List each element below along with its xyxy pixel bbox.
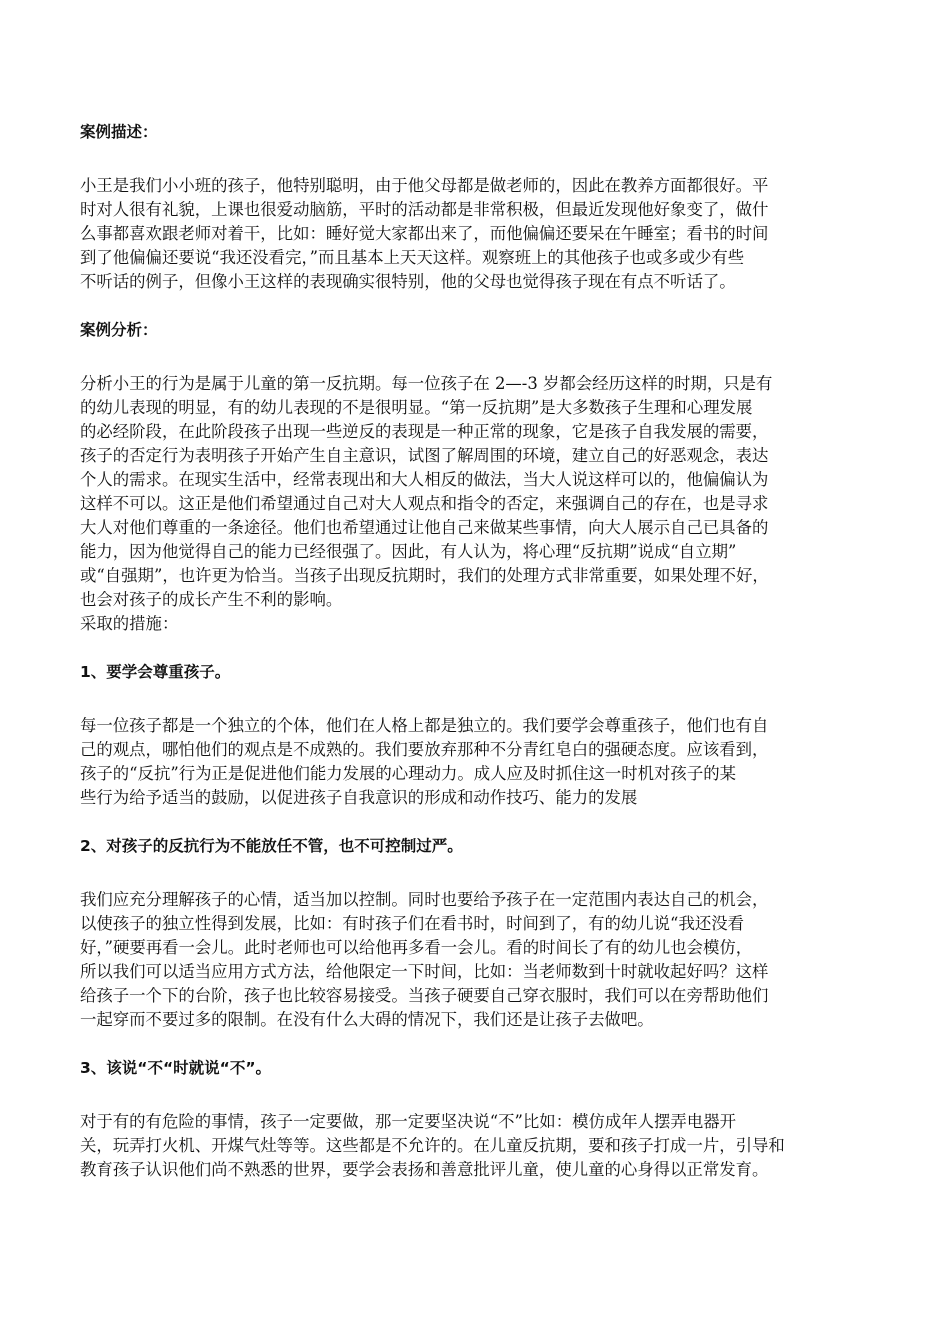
text-line: 到了他偏偏还要说“我还没看完，”而且基本上天天这样。观察班上的其他孩子也或多或少有些 xyxy=(80,248,745,267)
text-line: 好，”硬要再看一会儿。此时老师也可以给他再多看一会儿。看的时间长了有的幼儿也会模仿， xyxy=(80,938,753,957)
text-line: 孩子的“反抗”行为正是促进他们能力发展的心理动力。成人应及时抓住这一时机对孩子的某 xyxy=(80,764,736,783)
text-line: 的必经阶段，在此阶段孩子出现一些逆反的表现是一种正常的现象，它是孩子自我发展的需要， xyxy=(80,422,769,441)
text-line: 不听话的例子，但像小王这样的表现确实很特别，他的父母也觉得孩子现在有点不听话了。 xyxy=(80,272,736,291)
text-line: 的幼儿表现的明显，有的幼儿表现的不是很明显。“第一反抗期”是大多数孩子生理和心理发展 xyxy=(80,398,753,417)
text-line: 些行为给予适当的鼓励，以促进孩子自我意识的形成和动作技巧、能力的发展 xyxy=(80,788,638,807)
text-line: 时对人很有礼貌，上课也很爱动脑筋，平时的活动都是非常积极，但最近发现他好象变了，做什 xyxy=(80,200,769,219)
text-line: 教育孩子认识他们尚不熟悉的世界，要学会表扬和善意批评儿童，使儿童的心身得以正常发育。 xyxy=(80,1160,769,1179)
text-line: 或“自强期”，也许更为恰当。当孩子出现反抗期时，我们的处理方式非常重要，如果处理不好， xyxy=(80,566,769,585)
case-analysis-paragraph xyxy=(80,372,870,636)
measure-3-paragraph xyxy=(80,1110,870,1182)
text-line: 我们应充分理解孩子的心情，适当加以控制。同时也要给予孩子在一定范围内表达自己的机会， xyxy=(80,890,769,909)
text-line: 大人对他们尊重的一条途径。他们也希望通过让他自己来做某些事情，向大人展示自己已具备的 xyxy=(80,518,769,537)
text-line: 小王是我们小小班的孩子，他特别聪明，由于他父母都是做老师的，因此在教养方面都很好。平 xyxy=(80,176,769,195)
text-line: 个人的需求。在现实生活中，经常表现出和大人相反的做法，当大人说这样可以的，他偏偏认为 xyxy=(80,470,769,489)
text-line: 么事都喜欢跟老师对着干，比如：睡好觉大家都出来了，而他偏偏还要呆在午睡室；看书的时间 xyxy=(80,224,769,243)
measure-2-paragraph xyxy=(80,888,870,1032)
measure-3-heading: 3、该说“不“时就说“不”。 xyxy=(80,1059,272,1077)
case-description-paragraph xyxy=(80,174,870,294)
text-line: 所以我们可以适当应用方式方法，给他限定一下时间，比如：当老师数到十时就收起好吗？这样 xyxy=(80,962,769,981)
text-line: 分析小王的行为是属于儿童的第一反抗期。每一位孩子在 2—-3 岁都会经历这样的时期，只是有 xyxy=(80,374,773,393)
text-line: 己的观点，哪怕他们的观点是不成熟的。我们要放弃那种不分青红皂白的强硬态度。应该看到， xyxy=(80,740,769,759)
text-line: 孩子的否定行为表明孩子开始产生自主意识，试图了解周围的环境，建立自己的好恶观念，表达 xyxy=(80,446,769,465)
case-analysis-heading: 案例分析： xyxy=(80,321,158,339)
text-line: 给孩子一个下的台阶，孩子也比较容易接受。当孩子硬要自己穿衣服时，我们可以在旁帮助他们 xyxy=(80,986,769,1005)
text-line: 每一位孩子都是一个独立的个体，他们在人格上都是独立的。我们要学会尊重孩子，他们也有自 xyxy=(80,716,769,735)
measure-2-heading: 2、对孩子的反抗行为不能放任不管，也不可控制过严。 xyxy=(80,837,463,855)
text-line: 这样不可以。这正是他们希望通过自己对大人观点和指令的否定，来强调自己的存在，也是寻求 xyxy=(80,494,769,513)
case-description-heading: 案例描述： xyxy=(80,123,158,141)
text-line: 一起穿而不要过多的限制。在没有什么大碍的情况下，我们还是让孩子去做吧。 xyxy=(80,1010,654,1029)
measure-1-heading: 1、要学会尊重孩子。 xyxy=(80,663,231,681)
text-line: 也会对孩子的成长产生不利的影响。 xyxy=(80,590,343,609)
text-line: 对于有的有危险的事情，孩子一定要做，那一定要坚决说“不”比如：模仿成年人摆弄电器开 xyxy=(80,1112,736,1131)
measures-label: 采取的措施： xyxy=(80,614,179,633)
text-line: 关，玩弄打火机、开煤气灶等等。这些都是不允许的。在儿童反抗期，要和孩子打成一片，引导和 xyxy=(80,1136,785,1155)
measure-1-paragraph xyxy=(80,714,870,810)
document-page xyxy=(80,120,870,1182)
text-line: 以使孩子的独立性得到发展，比如：有时孩子们在看书时，时间到了，有的幼儿说“我还没看 xyxy=(80,914,745,933)
text-line: 能力，因为他觉得自己的能力已经很强了。因此，有人认为，将心理“反抗期”说成“自立期” xyxy=(80,542,737,561)
